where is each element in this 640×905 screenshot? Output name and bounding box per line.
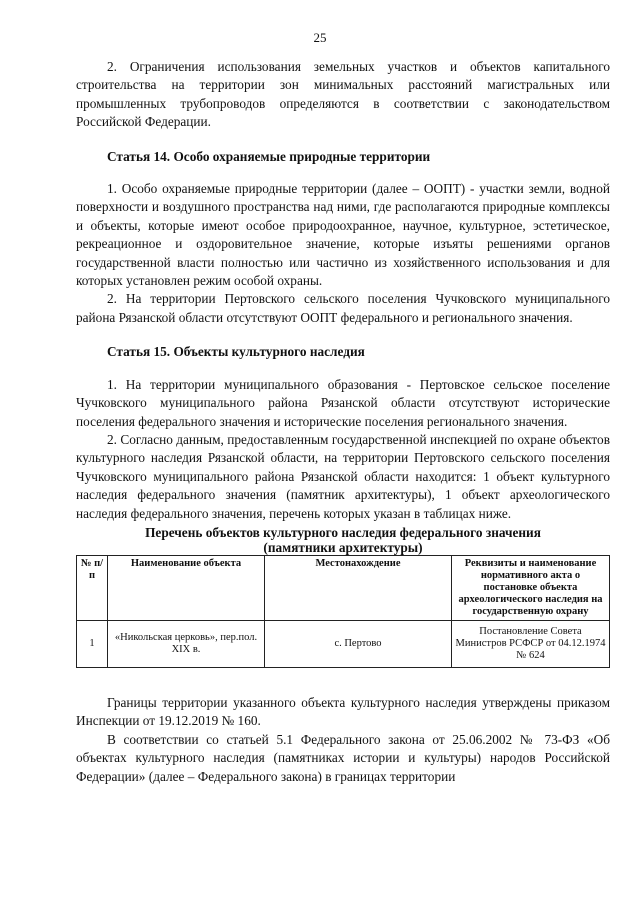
paragraph-federal-law: В соответствии со статьей 5.1 Федерального закона от 25.06.2002 № 73-ФЗ «Об объектах культурного наследия (памятниках истории и культуры) народов Российской Федерации» (далее – Федерального закона) в границах территории (76, 731, 610, 784)
article-14-paragraph-1: 1. Особо охраняемые природные территории (далее – ООПТ) - участки земли, водной поверхности и воздушного пространства над ними, где располагаются природные комплексы и объекты, которые имеют особое природоохранное, научное, культурное, эстетическое, рекреационное и оздоровительное значение, которые изъяты решениями органов государственной власти полностью или частично из хозяйственного использования и для которых установлен режим особой охраны. (76, 181, 610, 289)
table-title-line-2: (памятники архитектуры) (263, 539, 423, 555)
table-title-line-1: Перечень объектов культурного наследия федерального значения (145, 524, 541, 540)
paragraph-pipelines: 2. Ограничения использования земельных участков и объектов капитального строительства на территории зон минимальных расстояний магистральных или промышленных трубопроводов определяются в соответствии с законодательством Российской Федерации. (76, 59, 610, 130)
header-location: Местонахождение (265, 555, 452, 620)
article-14-paragraph-2: 2. На территории Пертовского сельского поселения Чучковского муниципального района Рязанской области отсутствуют ООПТ федерального и регионального значения. (76, 291, 610, 325)
paragraph-boundaries: Границы территории указанного объекта культурного наследия утверждены приказом Инспекции от 19.12.2019 № 160. (76, 694, 610, 729)
cell-object-name: «Никольская церковь», пер.пол. XIX в. (108, 620, 265, 667)
article-15-paragraph-2: 2. Согласно данным, предоставленным государственной инспекцией по охране объектов культурного наследия Рязанской области, на территории Пертовского сельского поселения Чучковского муниципального района Рязанской области находится: 1 объект культурного наследия федерального значения (памятник архитектуры), 1 объект археологического наследия федерального значения, перечень которых указан в таблицах ниже. (76, 431, 610, 521)
header-object-name: Наименование объекта (108, 555, 265, 620)
heritage-table (76, 555, 610, 668)
table-header-row (77, 555, 610, 620)
header-number: № п/п (77, 555, 108, 620)
table-row (77, 620, 610, 667)
cell-location: с. Пертово (265, 620, 452, 667)
article-15-paragraph-1: 1. На территории муниципального образования - Пертовское сельское поселение Чучковского муниципального района Рязанской области отсутствуют исторические поселения федерального значения и исторические поселения регионального значения. (76, 376, 610, 429)
article-15-heading: Статья 15. Объекты культурного наследия (107, 344, 365, 360)
article-14-heading: Статья 14. Особо охраняемые природные территории (107, 148, 431, 164)
page-number: 25 (313, 30, 327, 45)
document-body (76, 58, 610, 786)
cell-number: 1 (77, 620, 108, 667)
table-title (76, 525, 610, 555)
cell-legal-act: Постановление Совета Министров РСФСР от 04.12.1974 № 624 (452, 620, 610, 667)
header-legal-act: Реквизиты и наименование нормативного акта о постановке объекта археологического наследия на государственную охрану (452, 555, 610, 620)
